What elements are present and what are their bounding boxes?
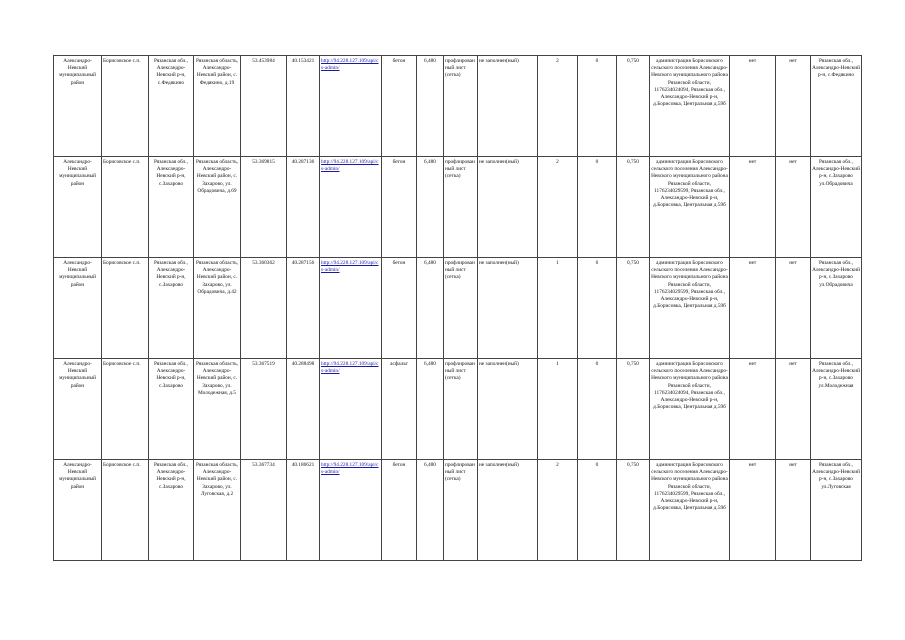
fence-cell: профлированный лист (сетка): [444, 157, 478, 258]
link-cell[interactable]: http://94.228.127.109/api/cs-admin/: [320, 157, 382, 258]
settlement-cell: Борисовское с.п.: [102, 460, 149, 561]
link-cell[interactable]: http://94.228.127.109/api/cs-admin/: [320, 359, 382, 460]
locality-cell: Рязанская обл., Александро-Невский р-н, с.Захарово: [149, 359, 194, 460]
volume-cell: 0,750: [617, 359, 650, 460]
locality-cell: Рязанская обл., Александро-Невский р-н, с.Федякино: [149, 56, 194, 157]
containers-count-cell: 1: [538, 359, 578, 460]
owner-cell: администрация Борисовского сельского поселения Александро-Невского муниципального района Рязанской области, 1176234024094, Рязанская обл., Александро-Невский р-н, д.Борисовка, Центральная д.59б: [650, 359, 730, 460]
settlement-cell: Борисовское с.п.: [102, 157, 149, 258]
surface-cell: бетон: [382, 258, 417, 359]
owner-cell: администрация Борисовского сельского поселения Александро-Невского муниципального района Рязанской области, 1176234024094, Рязанская обл., Александро-Невский р-н, д.Борисовка, Центральная д.59б: [650, 56, 730, 157]
locality-cell: Рязанская обл., Александро-Невский р-н, с.Захарово: [149, 157, 194, 258]
flag-2-cell: нет: [776, 157, 811, 258]
locality-cell: Рязанская обл., Александро-Невский р-н, с.Захарово: [149, 460, 194, 561]
flag-2-cell: нет: [776, 258, 811, 359]
source-cell: Рязанская обл., Александро-Невский р-н, с.Захарово ул.Луговская: [811, 460, 862, 561]
document-page: [53, 55, 860, 564]
containers-planned-cell: 0: [578, 56, 617, 157]
locality-cell: Рязанская обл., Александро-Невский р-н, с.Захарово: [149, 258, 194, 359]
district-cell: Александро-Невский муниципальный район: [54, 157, 102, 258]
flag-1-cell: нет: [730, 359, 776, 460]
flag-1-cell: нет: [730, 460, 776, 561]
longitude-cell: 40.288498: [287, 359, 320, 460]
table-body: [54, 56, 862, 561]
area-cell: 6,480: [417, 157, 444, 258]
table-row: [54, 258, 862, 359]
district-cell: Александро-Невский муниципальный район: [54, 359, 102, 460]
latitude-cell: 53.367519: [241, 359, 287, 460]
address-cell: Рязанская область, Александро-Невский район, с. Захарово, ул. Обрадовича, д.69: [194, 157, 241, 258]
containers-count-cell: 2: [538, 157, 578, 258]
link-cell[interactable]: http://94.228.127.109/api/cs-admin/: [320, 258, 382, 359]
flag-1-cell: нет: [730, 258, 776, 359]
owner-cell: администрация Борисовского сельского поселения Александро-Невского муниципального района Рязанской области, 1176234029599, Рязанская обл., Александро-Невский р-н, д.Борисовка, Центральная д.59б: [650, 258, 730, 359]
latitude-cell: 53.367734: [241, 460, 287, 561]
longitude-cell: 40.153421: [287, 56, 320, 157]
flag-2-cell: нет: [776, 460, 811, 561]
containers-count-cell: 2: [538, 460, 578, 561]
containers-planned-cell: 0: [578, 258, 617, 359]
longitude-cell: 40.287156: [287, 258, 320, 359]
surface-cell: бетон: [382, 460, 417, 561]
containers-count-cell: 2: [538, 56, 578, 157]
owner-cell: администрация Борисовского сельского поселения Александро-Невского муниципального района Рязанской области, 1176234029599, Рязанская обл., Александро-Невский р-н, д.Борисовка, Центральная д.59б: [650, 460, 730, 561]
area-cell: 6,480: [417, 460, 444, 561]
fence-cell: профлированный лист (сетка): [444, 460, 478, 561]
source-cell: Рязанская обл., Александро-Невский р-н, с.Захарово ул.Обрадовича: [811, 157, 862, 258]
settlement-cell: Борисовское с.п.: [102, 56, 149, 157]
containers-planned-cell: 0: [578, 157, 617, 258]
fence-type-cell: не заполнен(ный): [478, 359, 538, 460]
longitude-cell: 40.186621: [287, 460, 320, 561]
settlement-cell: Борисовское с.п.: [102, 258, 149, 359]
table-row: [54, 460, 862, 561]
surface-cell: бетон: [382, 157, 417, 258]
area-cell: 6,480: [417, 56, 444, 157]
source-cell: Рязанская обл., Александро-Невский р-н, с.Захарово ул.Обрадовича: [811, 258, 862, 359]
volume-cell: 0,750: [617, 460, 650, 561]
fence-cell: профлированный лист (сетка): [444, 56, 478, 157]
containers-planned-cell: 0: [578, 460, 617, 561]
latitude-cell: 53.369815: [241, 157, 287, 258]
settlement-cell: Борисовское с.п.: [102, 359, 149, 460]
district-cell: Александро-Невский муниципальный район: [54, 258, 102, 359]
table-row: [54, 157, 862, 258]
link-cell[interactable]: http://94.228.127.109/api/cs-admin/: [320, 56, 382, 157]
address-cell: Рязанская область, Александро-Невский район, с. Федякино, д.19: [194, 56, 241, 157]
source-cell: Рязанская обл., Александро-Невский р-н, с.Федякино: [811, 56, 862, 157]
fence-type-cell: не заполнен(ный): [478, 258, 538, 359]
area-cell: 6,480: [417, 359, 444, 460]
container-sites-table: [53, 55, 862, 561]
fence-type-cell: не заполнен(ный): [478, 157, 538, 258]
volume-cell: 0,750: [617, 258, 650, 359]
volume-cell: 0,750: [617, 157, 650, 258]
flag-2-cell: нет: [776, 359, 811, 460]
district-cell: Александро-Невский муниципальный район: [54, 460, 102, 561]
fence-cell: профлированный лист (сетка): [444, 258, 478, 359]
latitude-cell: 53.453984: [241, 56, 287, 157]
address-cell: Рязанская область, Александро-Невский район, с. Захарово, ул. Молодежная, д.5: [194, 359, 241, 460]
surface-cell: асфальт: [382, 359, 417, 460]
owner-cell: администрация Борисовского сельского поселения Александро-Невского муниципального района Рязанской области, 1176234029599, Рязанская обл., Александро-Невский р-н, д.Борисовка, Центральная д.59б: [650, 157, 730, 258]
surface-cell: бетон: [382, 56, 417, 157]
latitude-cell: 53.360362: [241, 258, 287, 359]
fence-type-cell: не заполнен(ный): [478, 460, 538, 561]
flag-2-cell: нет: [776, 56, 811, 157]
table-row: [54, 56, 862, 157]
flag-1-cell: нет: [730, 157, 776, 258]
containers-count-cell: 1: [538, 258, 578, 359]
address-cell: Рязанская область, Александро-Невский район, с. Захарово, ул. Луговская, д.2: [194, 460, 241, 561]
table-row: [54, 359, 862, 460]
flag-1-cell: нет: [730, 56, 776, 157]
longitude-cell: 40.287136: [287, 157, 320, 258]
fence-type-cell: не заполнен(ный): [478, 56, 538, 157]
volume-cell: 0,750: [617, 56, 650, 157]
fence-cell: профлированный лист (сетка): [444, 359, 478, 460]
source-cell: Рязанская обл., Александро-Невский р-н, с.Захарово ул.Молодежная: [811, 359, 862, 460]
address-cell: Рязанская область, Александро-Невский район, с. Захарово, ул. Обрадовича, д.42: [194, 258, 241, 359]
containers-planned-cell: 0: [578, 359, 617, 460]
area-cell: 6,480: [417, 258, 444, 359]
district-cell: Александро-Невский муниципальный район: [54, 56, 102, 157]
link-cell[interactable]: http://94.228.127.109/api/cs-admin/: [320, 460, 382, 561]
